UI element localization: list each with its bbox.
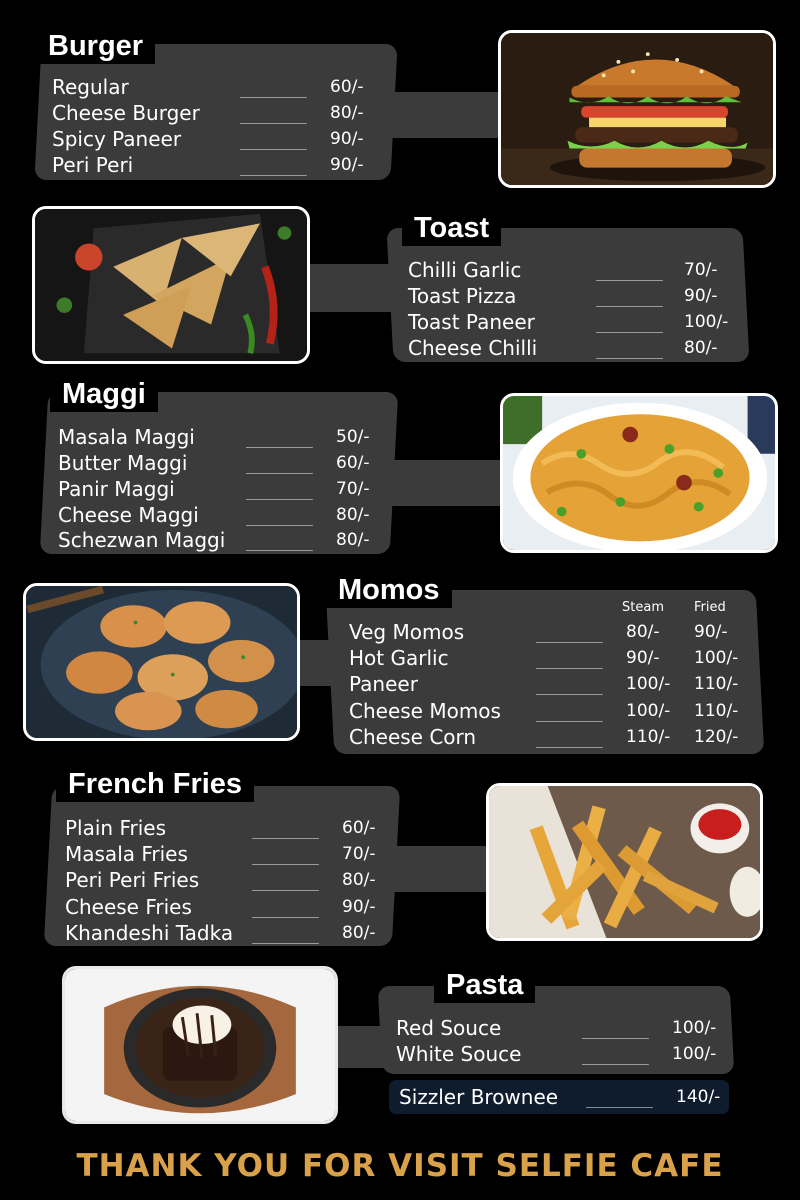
menu-item-name: Veg Momos [349, 620, 465, 644]
dotted-leader: __________ [246, 434, 313, 448]
toast-title: Toast [402, 210, 501, 246]
steam-price: 100/- [626, 701, 671, 721]
menu-item-name: Cheese Fries [65, 895, 192, 919]
maggi-title: Maggi [50, 376, 158, 412]
dotted-leader: __________ [582, 1051, 649, 1065]
burger-connector [390, 92, 510, 138]
menu-item-name: Toast Pizza [408, 284, 517, 308]
steam-price: 80/- [626, 622, 660, 642]
dotted-leader: __________ [252, 851, 319, 865]
menu-item-price: 90/- [330, 129, 364, 149]
menu-item-price: 90/- [684, 286, 718, 306]
menu-item-name: Cheese Maggi [58, 503, 199, 527]
menu-item-name: Paneer [349, 672, 418, 696]
footer-thank-you: THANK YOU FOR VISIT SELFIE CAFE [76, 1148, 724, 1184]
menu-item-name: Cheese Corn [349, 725, 477, 749]
menu-item-price: 80/- [336, 505, 370, 525]
dotted-leader: __________ [252, 904, 319, 918]
menu-item-price: 100/- [672, 1044, 717, 1064]
menu-item-price: 70/- [684, 260, 718, 280]
menu-item-price: 80/- [684, 338, 718, 358]
special-item-price: 140/- [676, 1087, 721, 1107]
toast-photo [32, 206, 310, 364]
menu-item-name: Khandeshi Tadka [65, 921, 234, 945]
menu-item-price: 100/- [684, 312, 729, 332]
dotted-leader: __________ [246, 486, 313, 500]
menu-item-price: 80/- [342, 870, 376, 890]
menu-item-name: Schezwan Maggi [58, 528, 226, 552]
dotted-leader: __________ [536, 708, 603, 722]
menu-item-price: 70/- [342, 844, 376, 864]
fries-title: French Fries [56, 766, 254, 802]
steam-price: 110/- [626, 727, 671, 747]
dotted-leader: __________ [240, 84, 307, 98]
menu-item-name: Plain Fries [65, 816, 167, 840]
fried-column-header: Fried [694, 600, 726, 615]
menu-item-name: Cheese Momos [349, 699, 501, 723]
dotted-leader: __________ [246, 512, 313, 526]
dotted-leader: __________ [536, 681, 603, 695]
menu-item-price: 90/- [342, 897, 376, 917]
burger-title: Burger [36, 28, 155, 64]
dotted-leader: __________ [252, 877, 319, 891]
dotted-leader: __________ [252, 825, 319, 839]
dotted-leader: __________ [586, 1094, 653, 1108]
momos-photo [23, 583, 300, 741]
dotted-leader: __________ [246, 537, 313, 551]
steam-price: 100/- [626, 674, 671, 694]
dotted-leader: __________ [240, 136, 307, 150]
menu-item-name: Panir Maggi [58, 477, 175, 501]
menu-item-price: 80/- [336, 530, 370, 550]
menu-item-name: Peri Peri Fries [65, 868, 200, 892]
momos-title: Momos [326, 572, 452, 608]
dotted-leader: __________ [582, 1025, 649, 1039]
fried-price: 110/- [694, 701, 739, 721]
menu-item-price: 60/- [342, 818, 376, 838]
menu-item-name: Masala Maggi [58, 425, 195, 449]
fries-connector [392, 846, 496, 892]
menu-item-name: Cheese Chilli [408, 336, 538, 360]
menu-item-price: 80/- [342, 923, 376, 943]
menu-item-name: Peri Peri [52, 153, 134, 177]
menu-item-name: Spicy Paneer [52, 127, 182, 151]
dotted-leader: __________ [596, 345, 663, 359]
fried-price: 110/- [694, 674, 739, 694]
menu-item-name: Cheese Burger [52, 101, 200, 125]
dotted-leader: __________ [596, 293, 663, 307]
fried-price: 100/- [694, 648, 739, 668]
menu-item-price: 50/- [336, 427, 370, 447]
maggi-connector [390, 460, 510, 506]
dotted-leader: __________ [596, 319, 663, 333]
pasta-title: Pasta [434, 967, 535, 1003]
menu-item-name: Masala Fries [65, 842, 188, 866]
menu-item-price: 70/- [336, 479, 370, 499]
dotted-leader: __________ [596, 267, 663, 281]
dotted-leader: __________ [536, 734, 603, 748]
menu-item-price: 60/- [330, 77, 364, 97]
menu-item-name: Butter Maggi [58, 451, 188, 475]
fried-price: 120/- [694, 727, 739, 747]
menu-item-name: Toast Paneer [408, 310, 535, 334]
menu-item-price: 100/- [672, 1018, 717, 1038]
fried-price: 90/- [694, 622, 728, 642]
menu-item-name: White Souce [396, 1042, 522, 1066]
dotted-leader: __________ [240, 110, 307, 124]
menu-item-name: Regular [52, 75, 129, 99]
menu-item-name: Chilli Garlic [408, 258, 522, 282]
toast-connector [296, 264, 396, 312]
special-item-name: Sizzler Brownee [399, 1085, 559, 1109]
menu-item-price: 60/- [336, 453, 370, 473]
steam-column-header: Steam [622, 600, 664, 615]
maggi-photo [500, 393, 778, 553]
dotted-leader: __________ [536, 629, 603, 643]
fries-photo [486, 783, 763, 941]
dotted-leader: __________ [536, 655, 603, 669]
dotted-leader: __________ [246, 460, 313, 474]
dotted-leader: __________ [252, 930, 319, 944]
steam-price: 90/- [626, 648, 660, 668]
pasta-connector [330, 1026, 390, 1068]
burger-photo [498, 30, 776, 188]
dotted-leader: __________ [240, 162, 307, 176]
menu-item-price: 90/- [330, 155, 364, 175]
sizzler-brownie-photo [62, 966, 338, 1124]
menu-item-price: 80/- [330, 103, 364, 123]
menu-item-name: Red Souce [396, 1016, 502, 1040]
menu-item-name: Hot Garlic [349, 646, 449, 670]
